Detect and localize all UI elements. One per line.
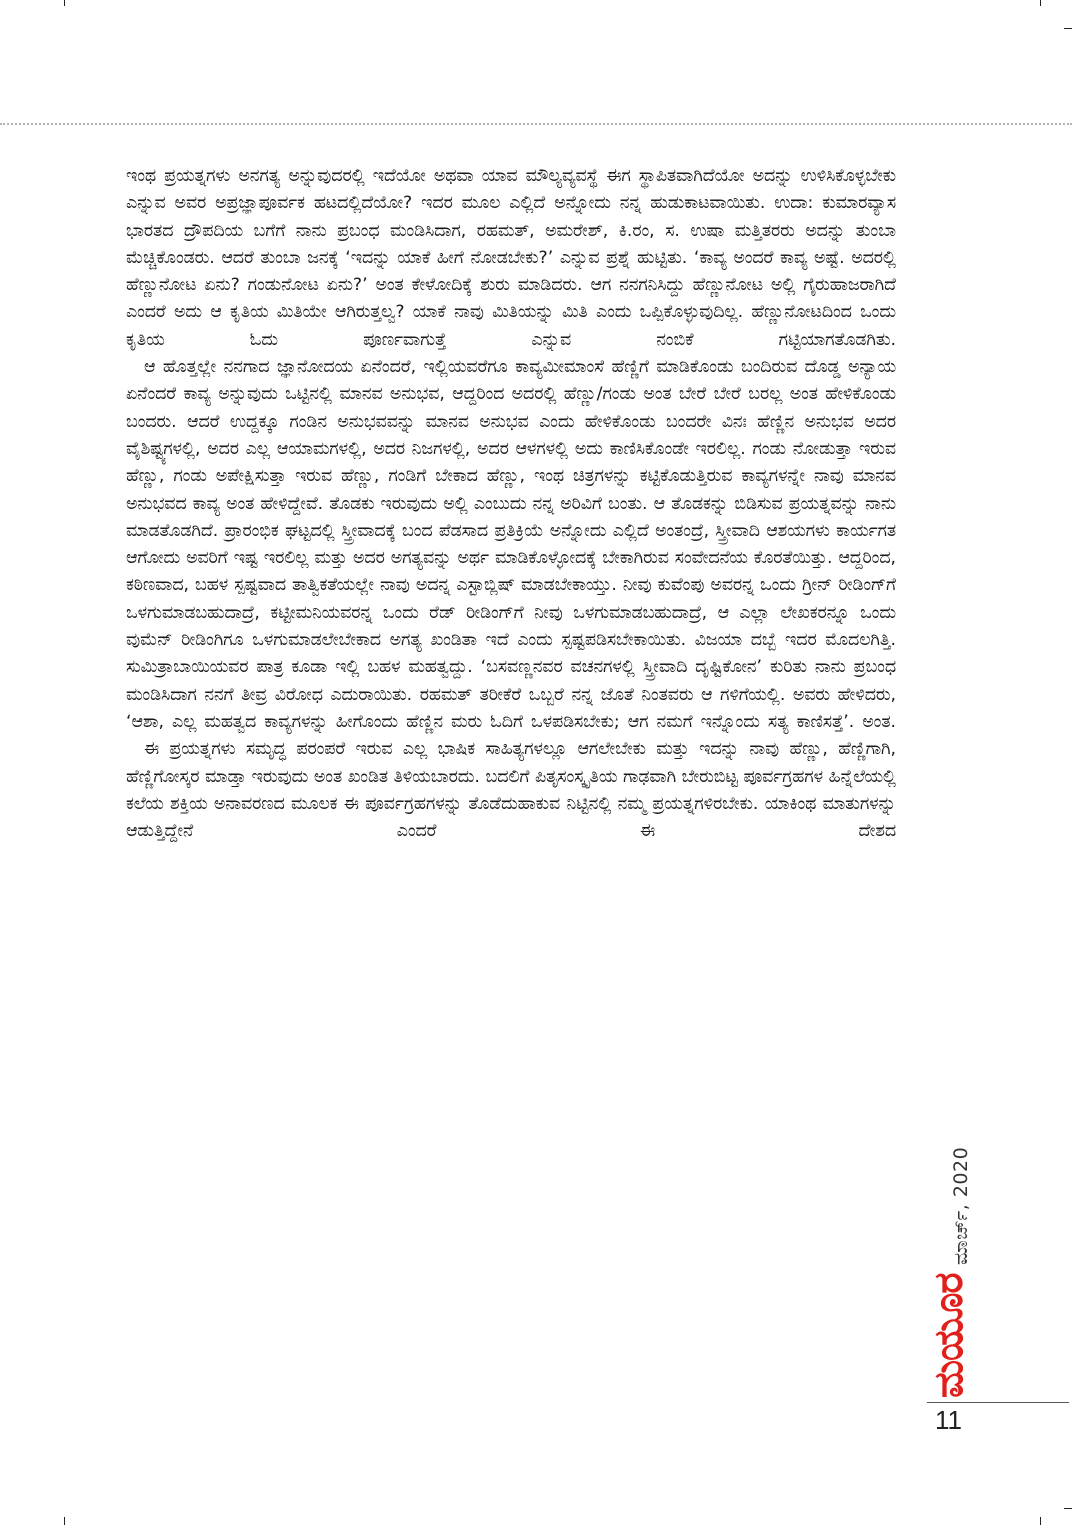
crop-mark-right-bottom (1064, 1508, 1072, 1509)
header-dotted-rule (0, 123, 1072, 125)
article-paragraph-1: ಇಂಥ ಪ್ರಯತ್ನಗಳು ಅನಗತ್ಯ ಅನ್ನುವುದರಲ್ಲಿ ಇದೆಯೋ ಅಥವಾ ಯಾವ ಮೌಲ್ಯವ್ಯವಸ್ಥೆ ಈಗ ಸ್ಥಾಪಿತವಾಗಿದೆಯೋ ಅದನ್ನು ಉಳಿಸಿಕೊಳ್ಳಬೇಕು ಎನ್ನುವ ಅವರ ಅಪ್ರಜ್ಞಾಪೂರ್ವಕ ಹಟದಲ್ಲಿದೆಯೋ? ಇದರ ಮೂಲ ಎಲ್ಲಿದೆ ಅನ್ನೋದು ನನ್ನ ಹುಡುಕಾಟವಾಯಿತು. ಉದಾ: ಕುಮಾರವ್ಯಾಸ ಭಾರತದ ದ್ರೌಪದಿಯ ಬಗೆಗೆ ನಾನು ಪ್ರಬಂಧ ಮಂಡಿಸಿದಾಗ, ರಹಮತ್, ಅಮರೇಶ್, ಕಿ.ರಂ, ಸ. ಉಷಾ ಮತ್ತಿತರರು ಅದನ್ನು ತುಂಬಾ ಮೆಚ್ಚಿಕೊಂಡರು. ಆದರೆ ತುಂಬಾ ಜನಕ್ಕೆ ‘ಇದನ್ನು ಯಾಕೆ ಹೀಗೆ ನೋಡಬೇಕು?’ ಎನ್ನುವ ಪ್ರಶ್ನೆ ಹುಟ್ಟಿತು. ‘ಕಾವ್ಯ ಅಂದರೆ ಕಾವ್ಯ ಅಷ್ಟೆ. ಅದರಲ್ಲಿ ಹೆಣ್ಣುನೋಟ ಏನು? ಗಂಡುನೋಟ ಏನು?’ ಅಂತ ಕೇಳೋದಿಕ್ಕೆ ಶುರು ಮಾಡಿದರು. ಆಗ ನನಗನಿಸಿದ್ದು ಹೆಣ್ಣುನೋಟ ಅಲ್ಲಿ ಗೈರುಹಾಜರಾಗಿದೆ ಎಂದರೆ ಅದು ಆ ಕೃತಿಯ ಮಿತಿಯೇ ಆಗಿರುತ್ತಲ್ವ? ಯಾಕೆ ನಾವು ಮಿತಿಯನ್ನು ಮಿತಿ ಎಂದು ಒಪ್ಪಿಕೊಳ್ಳುವುದಿಲ್ಲ. ಹೆಣ್ಣುನೋಟದಿಂದ ಒಂದು ಕೃತಿಯ ಓದು ಪೂರ್ಣವಾಗುತ್ತೆ ಎನ್ನುವ ನಂಬಿಕೆ ಗಟ್ಟಿಯಾಗತೊಡಗಿತು. (126, 166, 896, 350)
article-body (126, 163, 896, 845)
magazine-logo: ಮಯೂರ (926, 1273, 972, 1398)
crop-mark-top-left (64, 0, 65, 6)
crop-mark-right-top (1064, 28, 1072, 29)
article-paragraph-3: ಈ ಪ್ರಯತ್ನಗಳು ಸಮೃದ್ಧ ಪರಂಪರೆ ಇರುವ ಎಲ್ಲ ಭಾಷಿಕ ಸಾಹಿತ್ಯಗಳಲ್ಲೂ ಆಗಲೇಬೇಕು ಮತ್ತು ಇದನ್ನು ನಾವು ಹೆಣ್ಣು, ಹೆಣ್ಣಿಗಾಗಿ, ಹೆಣ್ಣಿಗೋಸ್ಕರ ಮಾಡ್ತಾ ಇರುವುದು ಅಂತ ಖಂಡಿತ ತಿಳಿಯಬಾರದು. ಬದಲಿಗೆ ಪಿತೃಸಂಸ್ಕೃತಿಯ ಗಾಢವಾಗಿ ಬೇರುಬಿಟ್ಟ ಪೂರ್ವಗ್ರಹಗಳ ಹಿನ್ನೆಲೆಯಲ್ಲಿ ಕಲೆಯ ಶಕ್ತಿಯ ಅನಾವರಣದ ಮೂಲಕ ಈ ಪೂರ್ವಗ್ರಹಗಳನ್ನು ತೊಡೆದುಹಾಕುವ ನಿಟ್ಟಿನಲ್ಲಿ ನಮ್ಮ ಪ್ರಯತ್ನಗಳಿರಬೇಕು. ಯಾಕಿಂಥ ಮಾತುಗಳನ್ನು ಆಡುತ್ತಿದ್ದೇನೆ ಎಂದರೆ ಈ ದೇಶದ (126, 739, 896, 842)
footer-rule (927, 1402, 1069, 1403)
article-paragraph-2: ಆ ಹೊತ್ತಲ್ಲೇ ನನಗಾದ ಜ್ಞಾನೋದಯ ಏನೆಂದರೆ, ಇಲ್ಲಿಯವರೆಗೂ ಕಾವ್ಯಮೀಮಾಂಸೆ ಹೆಣ್ಣಿಗೆ ಮಾಡಿಕೊಂಡು ಬಂದಿರುವ ದೊಡ್ಡ ಅನ್ಯಾಯ ಏನೆಂದರೆ ಕಾವ್ಯ ಅನ್ನುವುದು ಒಟ್ಟಿನಲ್ಲಿ ಮಾನವ ಅನುಭವ, ಆದ್ದರಿಂದ ಅದರಲ್ಲಿ ಹೆಣ್ಣು/ಗಂಡು ಅಂತ ಬೇರೆ ಬೇರೆ ಬರಲ್ಲ ಅಂತ ಹೇಳಿಕೊಂಡು ಬಂದರು. ಆದರೆ ಉದ್ದಕ್ಕೂ ಗಂಡಿನ ಅನುಭವವನ್ನು ಮಾನವ ಅನುಭವ ಎಂದು ಹೇಳಿಕೊಂಡು ಬಂದರೇ ವಿನಃ ಹೆಣ್ಣಿನ ಅನುಭವ ಅದರ ವೈಶಿಷ್ಟ್ಯಗಳಲ್ಲಿ, ಅದರ ಎಲ್ಲ ಆಯಾಮಗಳಲ್ಲಿ, ಅದರ ನಿಜಗಳಲ್ಲಿ, ಅದರ ಆಳಗಳಲ್ಲಿ ಅದು ಕಾಣಿಸಿಕೊಂಡೇ ಇರಲಿಲ್ಲ. ಗಂಡು ನೋಡುತ್ತಾ ಇರುವ ಹೆಣ್ಣು, ಗಂಡು ಅಪೇಕ್ಷಿಸುತ್ತಾ ಇರುವ ಹೆಣ್ಣು, ಗಂಡಿಗೆ ಬೇಕಾದ ಹೆಣ್ಣು, ಇಂಥ ಚಿತ್ರಗಳನ್ನು ಕಟ್ಟಿಕೊಡುತ್ತಿರುವ ಕಾವ್ಯಗಳನ್ನೇ ನಾವು ಮಾನವ ಅನುಭವದ ಕಾವ್ಯ ಅಂತ ಹೇಳಿದ್ದೇವೆ. ತೊಡಕು ಇರುವುದು ಅಲ್ಲಿ ಎಂಬುದು ನನ್ನ ಅರಿವಿಗೆ ಬಂತು. ಆ ತೊಡಕನ್ನು ಬಿಡಿಸುವ ಪ್ರಯತ್ನವನ್ನು ನಾನು ಮಾಡತೊಡಗಿದೆ. ಪ್ರಾರಂಭಿಕ ಘಟ್ಟದಲ್ಲಿ ಸ್ತ್ರೀವಾದಕ್ಕೆ ಬಂದ ಪೆಡಸಾದ ಪ್ರತಿಕ್ರಿಯೆ ಅನ್ನೋದು ಎಲ್ಲಿದೆ ಅಂತಂದ್ರೆ, ಸ್ತ್ರೀವಾದಿ ಆಶಯಗಳು ಕಾರ್ಯಗತ ಆಗೋದು ಅವರಿಗೆ ಇಷ್ಟ ಇರಲಿಲ್ಲ ಮತ್ತು ಅದರ ಅಗತ್ಯವನ್ನು ಅರ್ಥ ಮಾಡಿಕೊಳ್ಳೋದಕ್ಕೆ ಬೇಕಾಗಿರುವ ಸಂವೇದನೆಯ ಕೊರತೆಯಿತ್ತು. ಆದ್ದರಿಂದ, ಕಠಿಣವಾದ, ಬಹಳ ಸ್ಪಷ್ಟವಾದ ತಾತ್ವಿಕತೆಯಲ್ಲೇ ನಾವು ಅದನ್ನ ಎಸ್ಟಾಬ್ಲಿಷ್ ಮಾಡಬೇಕಾಯ್ತು. ನೀವು ಕುವೆಂಪು ಅವರನ್ನ ಒಂದು ಗ್ರೀನ್ ರೀಡಿಂಗ್‌ಗೆ ಒಳಗುಮಾಡಬಹುದಾದ್ರೆ, ಕಟ್ಟೀಮನಿಯವರನ್ನ ಒಂದು ರೆಡ್ ರೀಡಿಂಗ್‌ಗೆ ನೀವು ಒಳಗುಮಾಡಬಹುದಾದ್ರೆ, ಆ ಎಲ್ಲಾ ಲೇಖಕರನ್ನೂ ಒಂದು ವುಮೆನ್ ರೀಡಿಂಗಿಗೂ ಒಳಗುಮಾಡಲೇಬೇಕಾದ ಅಗತ್ಯ ಖಂಡಿತಾ ಇದೆ ಎಂದು ಸ್ಪಷ್ಟಪಡಿಸಬೇಕಾಯಿತು. ವಿಜಯಾ ದಬ್ಬೆ ಇದರ ಮೊದಲಗಿತ್ತಿ. ಸುಮಿತ್ರಾಬಾಯಿಯವರ ಪಾತ್ರ ಕೂಡಾ ಇಲ್ಲಿ ಬಹಳ ಮಹತ್ವದ್ದು. ‘ಬಸವಣ್ಣನವರ ವಚನಗಳಲ್ಲಿ ಸ್ತ್ರೀವಾದಿ ದೃಷ್ಟಿಕೋನ’ ಕುರಿತು ನಾನು ಪ್ರಬಂಧ ಮಂಡಿಸಿದಾಗ ನನಗೆ ತೀವ್ರ ವಿರೋಧ ಎದುರಾಯಿತು. ರಹಮತ್ ತರೀಕೆರೆ ಒಬ್ಬರೆ ನನ್ನ ಜೊತೆ ನಿಂತವರು ಆ ಗಳಿಗೆಯಲ್ಲಿ. ಅವರು ಹೇಳಿದರು, ‘ಆಶಾ, ಎಲ್ಲ ಮಹತ್ವದ ಕಾವ್ಯಗಳನ್ನು ಹೀಗೊಂದು ಹೆಣ್ಣಿನ ಮರು ಓದಿಗೆ ಒಳಪಡಿಸಬೇಕು; ಆಗ ನಮಗೆ ಇನ್ನೊಂದು ಸತ್ಯ ಕಾಣಿಸತ್ತೆ’. ಅಂತ. (126, 357, 896, 732)
page-number: 11 (935, 1405, 962, 1435)
crop-mark-bottom-right (1040, 1517, 1041, 1525)
crop-mark-bottom-left (64, 1517, 65, 1525)
crop-mark-top-right (1040, 0, 1041, 6)
issue-date: ಮಾರ್ಚ್, 2020 (950, 1146, 972, 1265)
